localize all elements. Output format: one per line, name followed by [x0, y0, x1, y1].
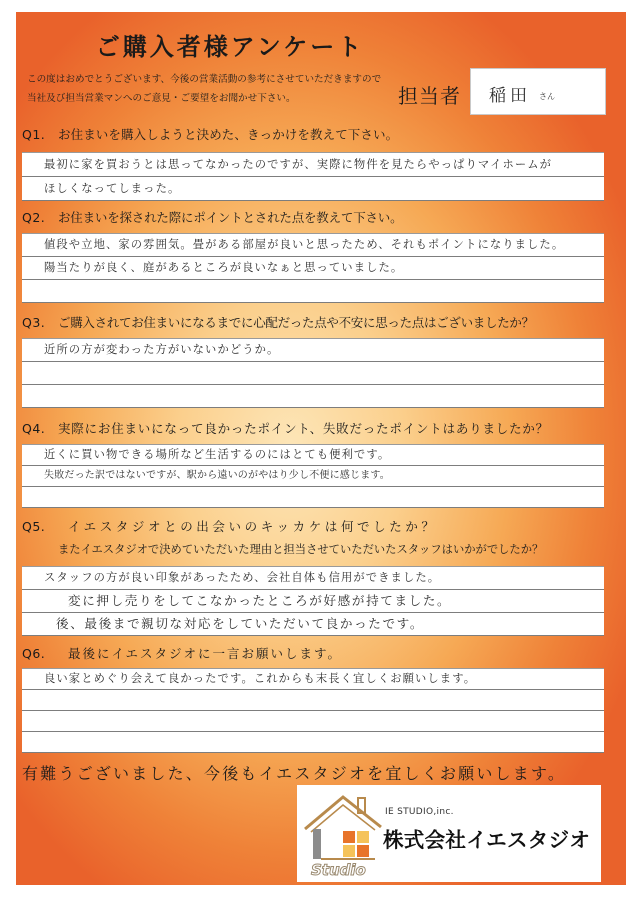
- intro-line: 当社及び担当営業マンへのご意見・ご要望をお聞かせ下さい。: [27, 93, 296, 104]
- answer-line: 陽当たりが良く、庭があるところが良いなぁと思っていました。: [22, 257, 604, 280]
- question-5: [22, 518, 438, 536]
- answer-line: ほしくなってしまった。: [22, 177, 604, 201]
- staff-name: 稲田: [489, 86, 531, 106]
- logo-english-name: IE STUDIO,inc.: [385, 807, 454, 817]
- question-4: [22, 420, 549, 438]
- answer-line: 近くに買い物できる場所など生活するのにはとても便利です。: [22, 445, 604, 466]
- answer-box-q6: [22, 668, 604, 753]
- answer-line: [22, 690, 604, 711]
- answer-line: 変に押し売りをしてこなかったところが好感が持てました。: [22, 590, 604, 613]
- staff-name-box: [470, 68, 606, 115]
- question-number: Q5.: [22, 519, 46, 534]
- question-number: Q2.: [22, 210, 46, 225]
- question-text: ご購入されてお住まいになるまでに心配だった点や不安に思った点はございましたか？: [58, 315, 534, 330]
- answer-line: [22, 280, 604, 303]
- answer-line: スタッフの方が良い印象があったため、会社自体も信用ができました。: [22, 567, 604, 590]
- staff-label: 担当者: [398, 84, 461, 108]
- answer-box-q2: [22, 233, 604, 303]
- page-title: ご購入者様アンケート: [95, 33, 365, 61]
- intro-line: この度はおめでとうございます、今後の営業活動の参考にさせていただきますので: [27, 74, 382, 85]
- answer-line: 良い家とめぐり会えて良かったです。これからも末長く宜しくお願いします。: [22, 669, 604, 690]
- answer-line: [22, 711, 604, 732]
- answer-line: [22, 732, 604, 753]
- staff-honorific: さん: [539, 92, 555, 101]
- logo-mark-text: Studio: [311, 861, 366, 879]
- answer-box-q4: [22, 444, 604, 508]
- question-text: お住まいを探された際にポイントとされた点を教えて下さい。: [58, 210, 403, 225]
- answer-line: 失敗だった訳ではないですが、駅から遠いのがやはり少し不便に感じます。: [22, 466, 604, 487]
- answer-box-q1: [22, 152, 604, 201]
- closing-message: 有難うございました、今後もイエスタジオを宜しくお願いします。: [22, 764, 567, 783]
- question-number: Q4.: [22, 421, 46, 436]
- question-2: [22, 209, 402, 227]
- question-text: イエスタジオとの出会いのキッカケは何でしたか？: [68, 519, 438, 534]
- answer-line: 値段や立地、家の雰囲気。畳がある部屋が良いと思ったため、それもポイントになりました。: [22, 234, 604, 257]
- answer-line: [22, 385, 604, 408]
- question-number: Q3.: [22, 315, 46, 330]
- answer-line: 後、最後まで親切な対応をしていただいて良かったです。: [22, 613, 604, 636]
- answer-box-q3: [22, 338, 604, 408]
- logo-company-name: 株式会社イエスタジオ: [383, 828, 591, 852]
- answer-line: [22, 362, 604, 385]
- question-number: Q6.: [22, 646, 46, 661]
- answer-line: 近所の方が変わった方がいないかどうか。: [22, 339, 604, 362]
- question-text: またイエスタジオで決めていただいた理由と担当させていただいたスタッフはいかがでしたか？: [58, 543, 544, 556]
- answer-line: [22, 487, 604, 508]
- question-text: 実際にお住まいになって良かったポイント、失敗だったポイントはありましたか？: [58, 421, 549, 436]
- question-1: [22, 126, 398, 144]
- intro-text: [27, 70, 381, 108]
- answer-box-q5: [22, 566, 604, 636]
- question-6: [22, 645, 342, 663]
- question-number: Q1.: [22, 127, 46, 142]
- question-3: [22, 314, 534, 332]
- question-text: お住まいを購入しようと決めた、きっかけを教えて下さい。: [58, 127, 399, 142]
- question-text: 最後にイエスタジオに一言お願いします。: [68, 646, 343, 661]
- house-logo-icon: [301, 789, 385, 879]
- answer-line: 最初に家を買おうとは思ってなかったのですが、実際に物件を見たらやっぱりマイホームが: [22, 153, 604, 177]
- question-5-line-2: [58, 541, 543, 559]
- company-logo: [297, 785, 601, 882]
